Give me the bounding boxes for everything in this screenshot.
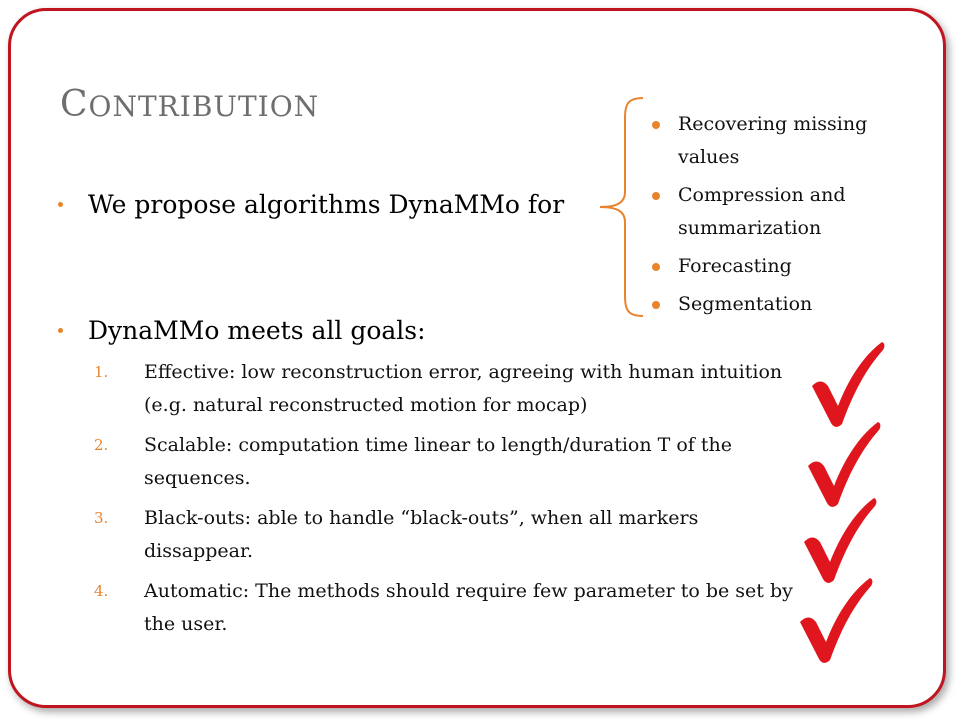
list-item: Recovering missing values: [652, 108, 922, 174]
list-item: Forecasting: [652, 250, 922, 283]
goals-list: [94, 356, 810, 648]
goal-item: 2. Scalable: computation time linear to length/duration T of the sequences.: [94, 434, 732, 489]
title-rest: ONTRIBUTION: [88, 90, 320, 123]
bullet-dot-icon: [652, 192, 660, 200]
bullet-dot-icon: [58, 202, 63, 207]
slide-title: [60, 84, 319, 125]
goal-item: 4. Automatic: The methods should require few parameter to be set by the user.: [94, 580, 793, 635]
bullet-dot-icon: [652, 121, 660, 129]
side-list: [652, 108, 922, 321]
bullet-dot-icon: [652, 263, 660, 271]
bullet-dot-icon: [652, 301, 660, 309]
checkmark-icon: [800, 496, 880, 586]
list-item: Segmentation: [652, 288, 922, 321]
list-item: Compression and summarization: [652, 179, 922, 245]
checkmark-icon: [808, 340, 888, 430]
curly-brace-icon: [598, 96, 648, 318]
bullet-propose-text: We propose algorithms DynaMMo for: [88, 190, 565, 219]
bullet-goals-text: DynaMMo meets all goals:: [88, 316, 426, 345]
title-initial: C: [60, 84, 89, 125]
bullet-dot-icon: [58, 328, 63, 333]
goal-item: 1. Effective: low reconstruction error, agreeing with human intuition (e.g. natural reconstructed motion for mocap): [94, 361, 783, 416]
checkmark-icon: [796, 576, 876, 666]
goal-item: 3. Black-outs: able to handle “black-outs”, when all markers dissappear.: [94, 507, 699, 562]
